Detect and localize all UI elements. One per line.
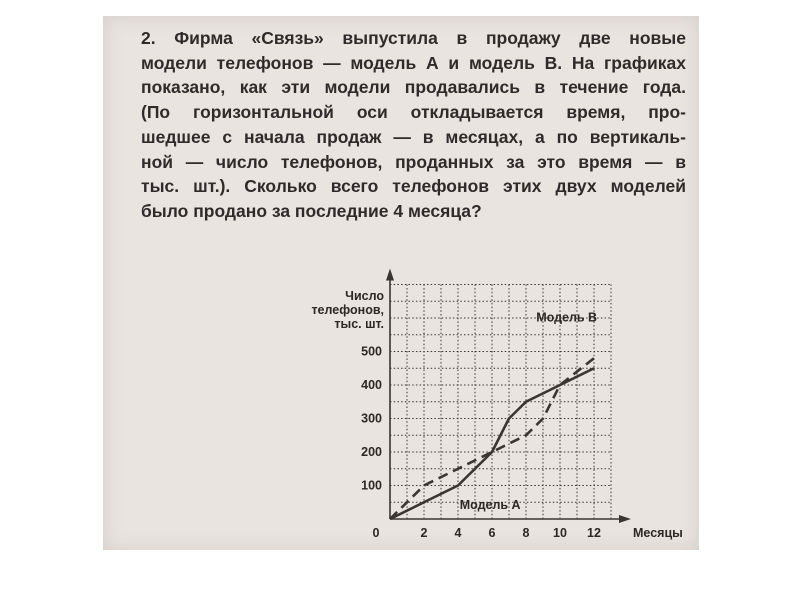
x-tick-label: 8 <box>522 526 530 540</box>
x-tick-label: 4 <box>454 526 462 540</box>
y-tick-label: 100 <box>361 478 382 493</box>
x-tick-label: 0 <box>372 526 380 540</box>
x-axis-label: Месяцы <box>633 526 683 540</box>
problem-line: 2. Фирма «Связь» выпустила в продажу две новые <box>141 28 686 48</box>
y-axis-label-line: Число <box>345 289 384 303</box>
y-axis-arrow <box>386 269 394 281</box>
y-axis-label-line: тыс. шт. <box>334 317 384 331</box>
y-tick-label: 500 <box>361 344 382 359</box>
textbook-page <box>103 16 699 550</box>
x-tick-label: 2 <box>420 526 428 540</box>
series-label-model-a: Модель А <box>459 498 521 512</box>
problem-line: ной — число телефонов, проданных за это время — в <box>141 151 686 172</box>
y-axis-label-line: телефонов, <box>311 303 384 317</box>
chart-series <box>390 358 594 519</box>
problem-line: тыс. шт.). Сколько всего телефонов этих двух моделей <box>141 176 686 197</box>
y-tick-label: 400 <box>361 378 382 392</box>
problem-line: шедшее с начала продаж — в месяцах, а по вертикаль- <box>141 126 686 147</box>
problem-line: было продано за последние 4 месяца? <box>141 200 482 221</box>
x-axis-arrow <box>619 515 631 523</box>
chart-svg <box>203 266 703 546</box>
series-label-model-b: Модель В <box>536 310 598 325</box>
problem-line: (По горизонтальной оси откладывается время, про- <box>141 102 686 123</box>
series-model-b-line <box>390 358 594 519</box>
sales-chart <box>203 266 703 546</box>
problem-text <box>141 26 686 224</box>
y-tick-label: 300 <box>361 411 382 426</box>
problem-line: модели телефонов — модель А и модель В. На графиках <box>141 52 686 73</box>
x-tick-label: 12 <box>587 526 601 540</box>
problem-line: показано, как эти модели продавались в течение года. <box>141 77 686 98</box>
x-tick-label: 10 <box>553 526 567 540</box>
y-tick-label: 200 <box>361 445 382 459</box>
x-tick-label: 6 <box>488 526 496 540</box>
